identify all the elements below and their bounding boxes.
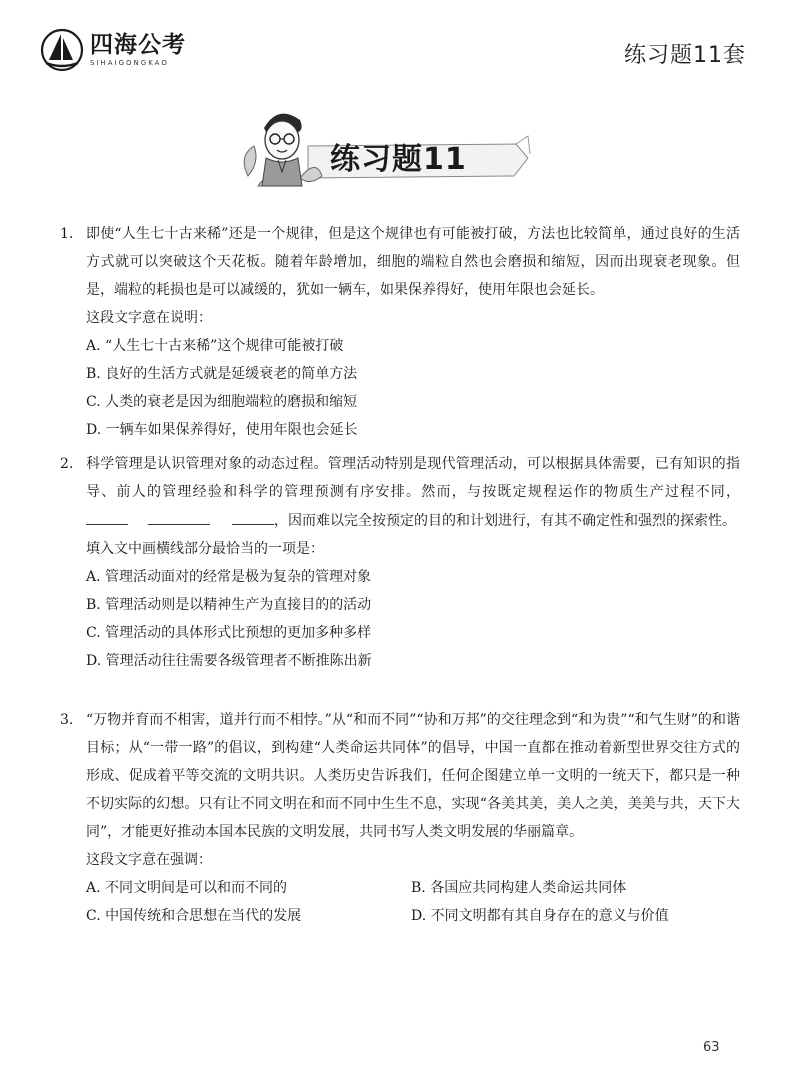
option-d[interactable]: D. 管理活动往往需要各级管理者不断推陈出新 xyxy=(86,653,372,669)
question-stem xyxy=(86,450,740,535)
option-b[interactable]: B. 管理活动则是以精神生产为直接目的的活动 xyxy=(86,597,372,613)
question-prompt: 这段文字意在强调： xyxy=(86,852,212,868)
series-label: 练习题11套 xyxy=(624,43,746,68)
question-1 xyxy=(60,220,740,444)
brand-name: 四海公考 xyxy=(90,32,186,58)
option-b[interactable]: B. 良好的生活方式就是延缓衰老的简单方法 xyxy=(86,366,358,382)
title-banner xyxy=(238,106,538,192)
fill-blank-line xyxy=(86,506,128,525)
question-stem: “万物并育而不相害，道并行而不相悖。”从“和而不同”“协和万邦”的交往理念到“和为贵”“和气生财”的和谐目标；从“一带一路”的倡议，到构建“人类命运共同体”的倡导，中国一直都在推动着新型世界交往方式的形成、促成着平等交流的文明共识。人类历史告诉我们，任何企图建立单一文明的一统天下，都只是一种不切实际的幻想。只有让不同文明在和而不同中生生不息，实现“各美其美，美人之美，美美与共，天下大同”，才能更好推动本国本民族的文明发展，共同书写人类文明发展的华丽篇章。 xyxy=(86,712,740,840)
option-c[interactable]: C. 人类的衰老是因为细胞端粒的磨损和缩短 xyxy=(86,394,358,410)
question-number: 2. xyxy=(60,456,74,472)
question-prompt: 填入文中画横线部分最恰当的一项是： xyxy=(86,541,324,557)
question-number: 1. xyxy=(60,226,74,242)
option-b[interactable]: B. 各国应共同构建人类命运共同体 xyxy=(411,880,627,896)
question-2 xyxy=(60,450,740,675)
option-d[interactable]: D. 一辆车如果保养得好，使用年限也会延长 xyxy=(86,422,358,438)
exercise-title: 练习题11 xyxy=(330,142,467,177)
option-d[interactable]: D. 不同文明都有其自身存在的意义与价值 xyxy=(411,908,669,924)
page-number: 63 xyxy=(703,1040,720,1055)
option-c[interactable]: C. 管理活动的具体形式比预想的更加多种多样 xyxy=(86,625,372,641)
fill-blank-line xyxy=(148,506,210,525)
option-a[interactable]: A. 不同文明间是可以和而不同的 xyxy=(86,880,288,896)
option-a[interactable]: A. 管理活动面对的经常是极为复杂的管理对象 xyxy=(86,569,372,585)
question-prompt: 这段文字意在说明： xyxy=(86,310,212,326)
option-c[interactable]: C. 中国传统和合思想在当代的发展 xyxy=(86,908,302,924)
sailboat-logo-icon xyxy=(40,28,84,72)
stem-before-blank: 科学管理是认识管理对象的动态过程。管理活动特别是现代管理活动，可以根据具体需要，已有知识的指导、前人的管理经验和科学的管理预测有序安排。然而，与按既定规程运作的物质生产过程不同， xyxy=(86,456,740,500)
stem-after-blank: ，因而难以完全按预定的目的和计划进行，有其不确定性和强烈的探索性。 xyxy=(274,513,736,529)
options-grid xyxy=(60,874,740,930)
brand xyxy=(40,28,186,72)
question-number: 3. xyxy=(60,712,74,728)
option-a[interactable]: A. “人生七十古来稀”这个规律可能被打破 xyxy=(86,338,344,354)
fill-blank-line xyxy=(232,506,274,525)
brand-subtitle: SIHAIGONGKAO xyxy=(90,59,169,67)
question-stem: 即使“人生七十古来稀”还是一个规律，但是这个规律也有可能被打破，方法也比较简单，通过良好的生活方式就可以突破这个天花板。随着年龄增加，细胞的端粒自然也会磨损和缩短，因而出现衰老现象。但是，端粒的耗损也是可以减缓的，犹如一辆车，如果保养得好，使用年限也会延长。 xyxy=(86,226,740,298)
question-3 xyxy=(60,706,740,930)
